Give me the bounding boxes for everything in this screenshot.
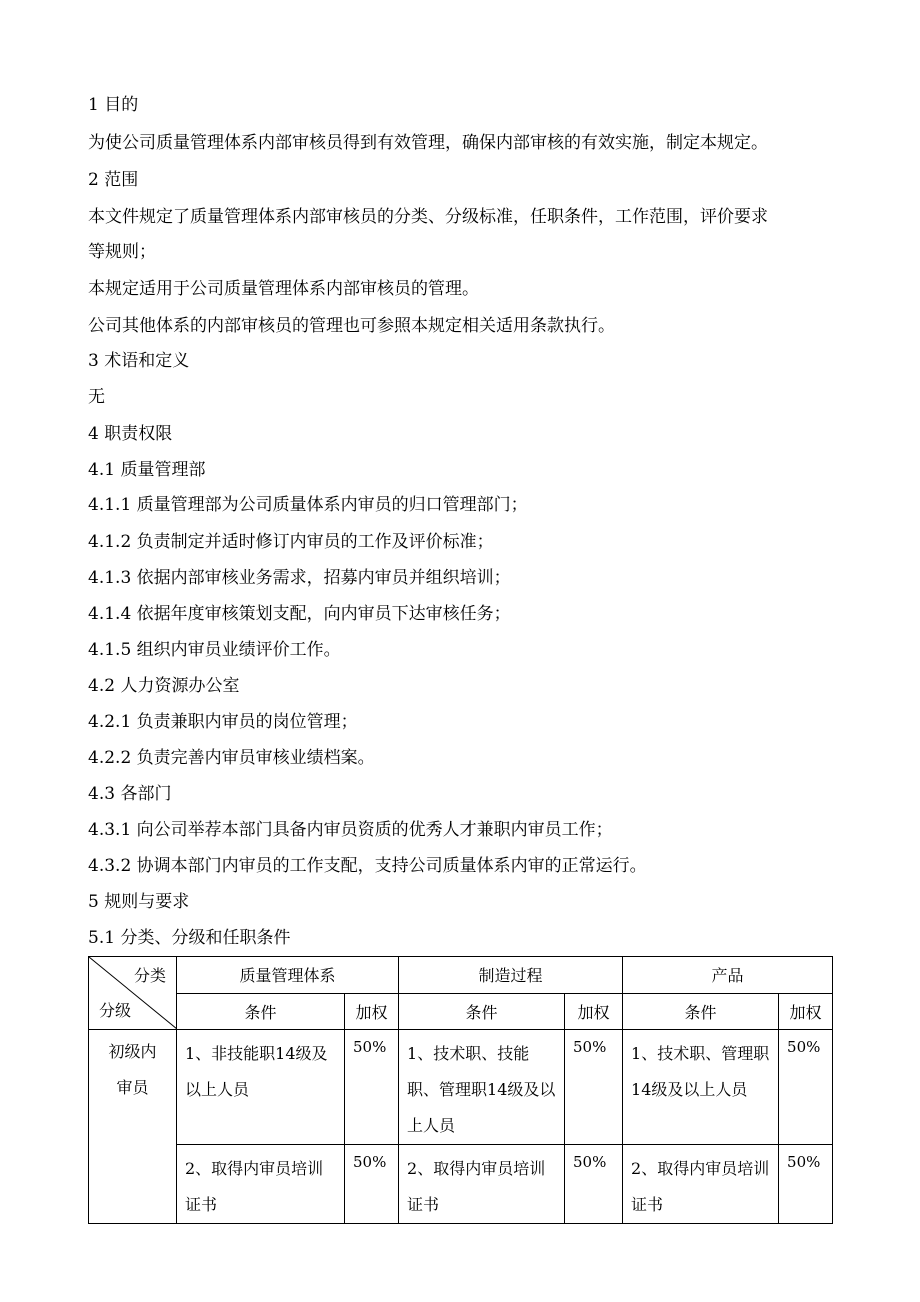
item-4-2-2: 4.2.2 负责完善内审员审核业绩档案。 <box>88 748 375 768</box>
heading-responsibilities: 4 职责权限 <box>88 424 173 444</box>
item-4-3-2: 4.3.2 协调本部门内审员的工作支配，支持公司质量体系内审的正常运行。 <box>88 856 647 876</box>
heading-4-2: 4.2 人力资源办公室 <box>88 676 240 696</box>
condition-cell: 1、非技能职14级及以上人员 <box>177 1030 345 1145</box>
heading-rules: 5 规则与要求 <box>88 892 190 912</box>
weight-cell: 50% <box>565 1030 623 1145</box>
condition-cell: 1、技术职、管理职14级及以上人员 <box>623 1030 779 1145</box>
condition-cell: 1、技术职、技能职、管理职14级及以上人员 <box>399 1030 565 1145</box>
item-4-3-1: 4.3.1 向公司举荐本部门具备内审员资质的优秀人才兼职内审员工作； <box>88 820 613 840</box>
condition-cell: 2、取得内审员培训证书 <box>399 1145 565 1224</box>
weight-cell: 50% <box>565 1145 623 1224</box>
heading-purpose: 1 目的 <box>88 95 139 115</box>
weight-cell: 50% <box>345 1030 399 1145</box>
weight-cell: 50% <box>779 1030 833 1145</box>
item-4-1-2: 4.1.2 负责制定并适时修订内审员的工作及评价标准； <box>88 532 494 552</box>
paragraph-purpose: 为使公司质量管理体系内部审核员得到有效管理，确保内部审核的有效实施，制定本规定。 <box>88 133 768 153</box>
condition-header: 条件 <box>399 993 565 1030</box>
paragraph-scope-1: 本文件规定了质量管理体系内部审核员的分类、分级标准，任职条件，工作范围，评价要求 <box>88 207 768 227</box>
heading-scope: 2 范围 <box>88 170 139 190</box>
weight-cell: 50% <box>345 1145 399 1224</box>
table-row <box>89 1030 833 1145</box>
heading-4-1: 4.1 质量管理部 <box>88 460 206 480</box>
weight-header: 加权 <box>345 993 399 1030</box>
corner-label-level: 分级 <box>99 1001 132 1020</box>
paragraph-scope-2: 本规定适用于公司质量管理体系内部审核员的管理。 <box>88 279 479 299</box>
level-label: 初级内审员 <box>108 1042 157 1097</box>
corner-header-cell <box>89 957 177 1030</box>
condition-header: 条件 <box>623 993 779 1030</box>
heading-terms: 3 术语和定义 <box>88 351 190 371</box>
corner-label-category: 分类 <box>133 966 166 985</box>
condition-cell: 2、取得内审员培训证书 <box>623 1145 779 1224</box>
condition-cell: 2、取得内审员培训证书 <box>177 1145 345 1224</box>
level-cell <box>89 1030 177 1224</box>
category-header-quality-system: 质量管理体系 <box>177 957 399 994</box>
category-header-manufacturing: 制造过程 <box>399 957 623 994</box>
item-4-1-3: 4.1.3 依据内部审核业务需求，招募内审员并组织培训； <box>88 568 511 588</box>
item-4-2-1: 4.2.1 负责兼职内审员的岗位管理； <box>88 712 358 732</box>
weight-cell: 50% <box>779 1145 833 1224</box>
paragraph-terms: 无 <box>88 387 105 407</box>
qualification-table <box>88 956 833 1224</box>
item-4-1-1: 4.1.1 质量管理部为公司质量体系内审员的归口管理部门； <box>88 495 528 515</box>
table-row <box>89 1145 833 1224</box>
item-4-1-5: 4.1.5 组织内审员业绩评价工作。 <box>88 640 341 660</box>
heading-4-3: 4.3 各部门 <box>88 784 172 804</box>
item-4-1-4: 4.1.4 依据年度审核策划支配，向内审员下达审核任务； <box>88 604 511 624</box>
paragraph-scope-1-cont: 等规则； <box>88 242 156 262</box>
weight-header: 加权 <box>565 993 623 1030</box>
condition-header: 条件 <box>177 993 345 1030</box>
weight-header: 加权 <box>779 993 833 1030</box>
category-header-product: 产品 <box>623 957 833 994</box>
paragraph-scope-3: 公司其他体系的内部审核员的管理也可参照本规定相关适用条款执行。 <box>88 316 615 336</box>
heading-5-1: 5.1 分类、分级和任职条件 <box>88 928 291 948</box>
